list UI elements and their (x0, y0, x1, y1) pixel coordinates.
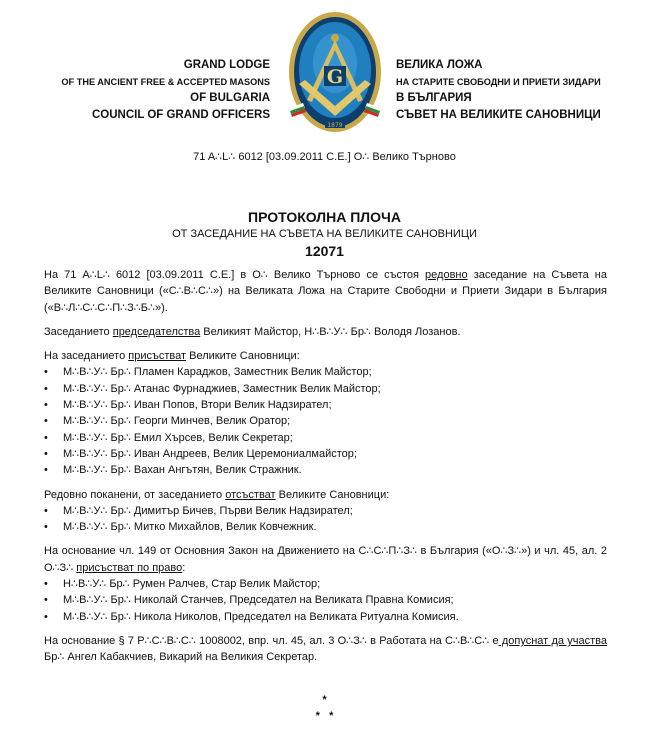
present-list (44, 364, 607, 478)
chair-paragraph (44, 324, 607, 340)
dateline: 71 A∴L∴ 6012 [03.09.2011 C.E.] O∴ Велико Търново (193, 151, 456, 163)
text: На основание чл. 149 от Основния Закон на Движението на С∴С∴П∴З∴ в България («О∴З∴») и чл. 45, ал. 2 О∴З∴ (44, 545, 607, 574)
text: Великите Сановници: (186, 350, 300, 363)
council-name-en: COUNCIL OF GRAND OFFICERS (91, 108, 270, 121)
text: Великите Сановници: (275, 488, 390, 501)
org-subtitle-bg: НА СТАРИТЕ СВОБОДНИ И ПРИЕТИ ЗИДАРИ (396, 76, 601, 87)
by-right-list (44, 576, 607, 625)
list-item: • М∴В∴У∴ Бр∴ Никола Николов, Председател на Великата Ритуална Комисия. (44, 609, 607, 625)
separator-star-top: * (322, 694, 327, 706)
text: На заседанието (44, 350, 129, 363)
svg-text:G: G (326, 66, 344, 88)
document-number: 12071 (305, 243, 344, 259)
list-item: • М∴В∴У∴ Бр∴ Вахан Ангътян, Велик Стражник. (44, 462, 607, 478)
document-body (44, 267, 607, 674)
text: заседание на Съвета на Великите Сановници («С∴В∴С∴») на Великата Ложа на Старите Свободни и Приети Зидари в България («В∴Л∴С∴С∴П∴З∴Б∴»). (44, 269, 607, 314)
list-item: • М∴В∴У∴ Бр∴ Атанас Фурнаджиев, Заместник Велик Майстор; (44, 381, 607, 397)
list-item: • М∴В∴У∴ Бр∴ Димитър Бичев, Първи Велик Надзирател; (44, 503, 607, 519)
list-item: • М∴В∴У∴ Бр∴ Иван Попов, Втори Велик Надзирател; (44, 397, 607, 413)
masonic-emblem-icon (285, 8, 385, 138)
org-country-bg: В БЪЛГАРИЯ (396, 92, 472, 104)
document-subtitle: ОТ ЗАСЕДАНИЕ НА СЪВЕТА НА ВЕЛИКИТЕ САНОВНИЦИ (172, 228, 477, 240)
absent-heading (44, 487, 607, 503)
letterhead (0, 0, 649, 140)
text: На основание § 7 Р∴С∴В∴С∴ 1008002, впр. чл. 45, ал. 3 О∴З∴ в Работата на С∴В∴С∴ е (44, 634, 499, 647)
letterhead-bulgarian (396, 57, 601, 123)
org-name-en: GRAND LODGE (183, 59, 270, 71)
underlined-text: редовно (425, 269, 468, 281)
absent-list (44, 503, 607, 536)
document-title: ПРОТОКОЛНА ПЛОЧА (248, 209, 401, 225)
text: : (182, 561, 186, 574)
text: На 71 A∴L∴ 6012 [03.09.2011 C.E.] в O∴ Велико Търново се състоя (44, 269, 426, 281)
list-item: • М∴В∴У∴ Бр∴ Николай Станчев, Председател на Великата Правна Комисия; (44, 592, 607, 608)
document-title-block (0, 208, 649, 261)
list-item: • М∴В∴У∴ Бр∴ Иван Андреев, Велик Церемониалмайстор; (44, 446, 607, 462)
underlined-text: присъстват по право (76, 561, 183, 574)
list-item: • М∴В∴У∴ Бр∴ Георги Минчев, Велик Оратор; (44, 413, 607, 429)
list-item: • М∴В∴У∴ Бр∴ Емил Хърсев, Велик Секретар; (44, 430, 607, 446)
council-name-bg: СЪВЕТ НА ВЕЛИКИТЕ САНОВНИЦИ (396, 108, 601, 121)
list-item: • М∴В∴У∴ Бр∴ Пламен Караджов, Заместник Велик Майстор; (44, 364, 607, 380)
underlined-text: допуснат да участва (498, 634, 607, 647)
underlined-text: присъстват (128, 350, 187, 363)
list-item: • Н∴В∴У∴ Бр∴ Румен Ралчев, Стар Велик Майстор; (44, 576, 607, 592)
org-country-en: OF BULGARIA (190, 92, 270, 104)
letterhead-english (61, 57, 270, 123)
svg-text:1879: 1879 (327, 122, 343, 129)
org-subtitle-en: OF THE ANCIENT FREE & ACCEPTED MASONS (61, 76, 270, 87)
by-right-heading (44, 543, 607, 576)
separator-stars-bottom: * * (315, 710, 334, 722)
underlined-text: отсъстват (225, 488, 276, 501)
underlined-text: председателства (112, 325, 201, 338)
text: Редовно поканени, от заседанието (44, 488, 226, 501)
text: Бр∴ Ангел Кабакчиев, Викарий на Великия Секретар. (44, 651, 318, 664)
intro-paragraph (44, 267, 607, 316)
text: Великият Майстор, Н∴В∴У∴ Бр∴ Володя Лозанов. (200, 325, 461, 338)
text: Заседанието (44, 325, 113, 338)
admitted-paragraph (44, 633, 607, 666)
list-item: • М∴В∴У∴ Бр∴ Митко Михайлов, Велик Ковчежник. (44, 519, 607, 535)
org-name-bg: ВЕЛИКА ЛОЖА (396, 59, 483, 71)
present-heading (44, 348, 607, 364)
